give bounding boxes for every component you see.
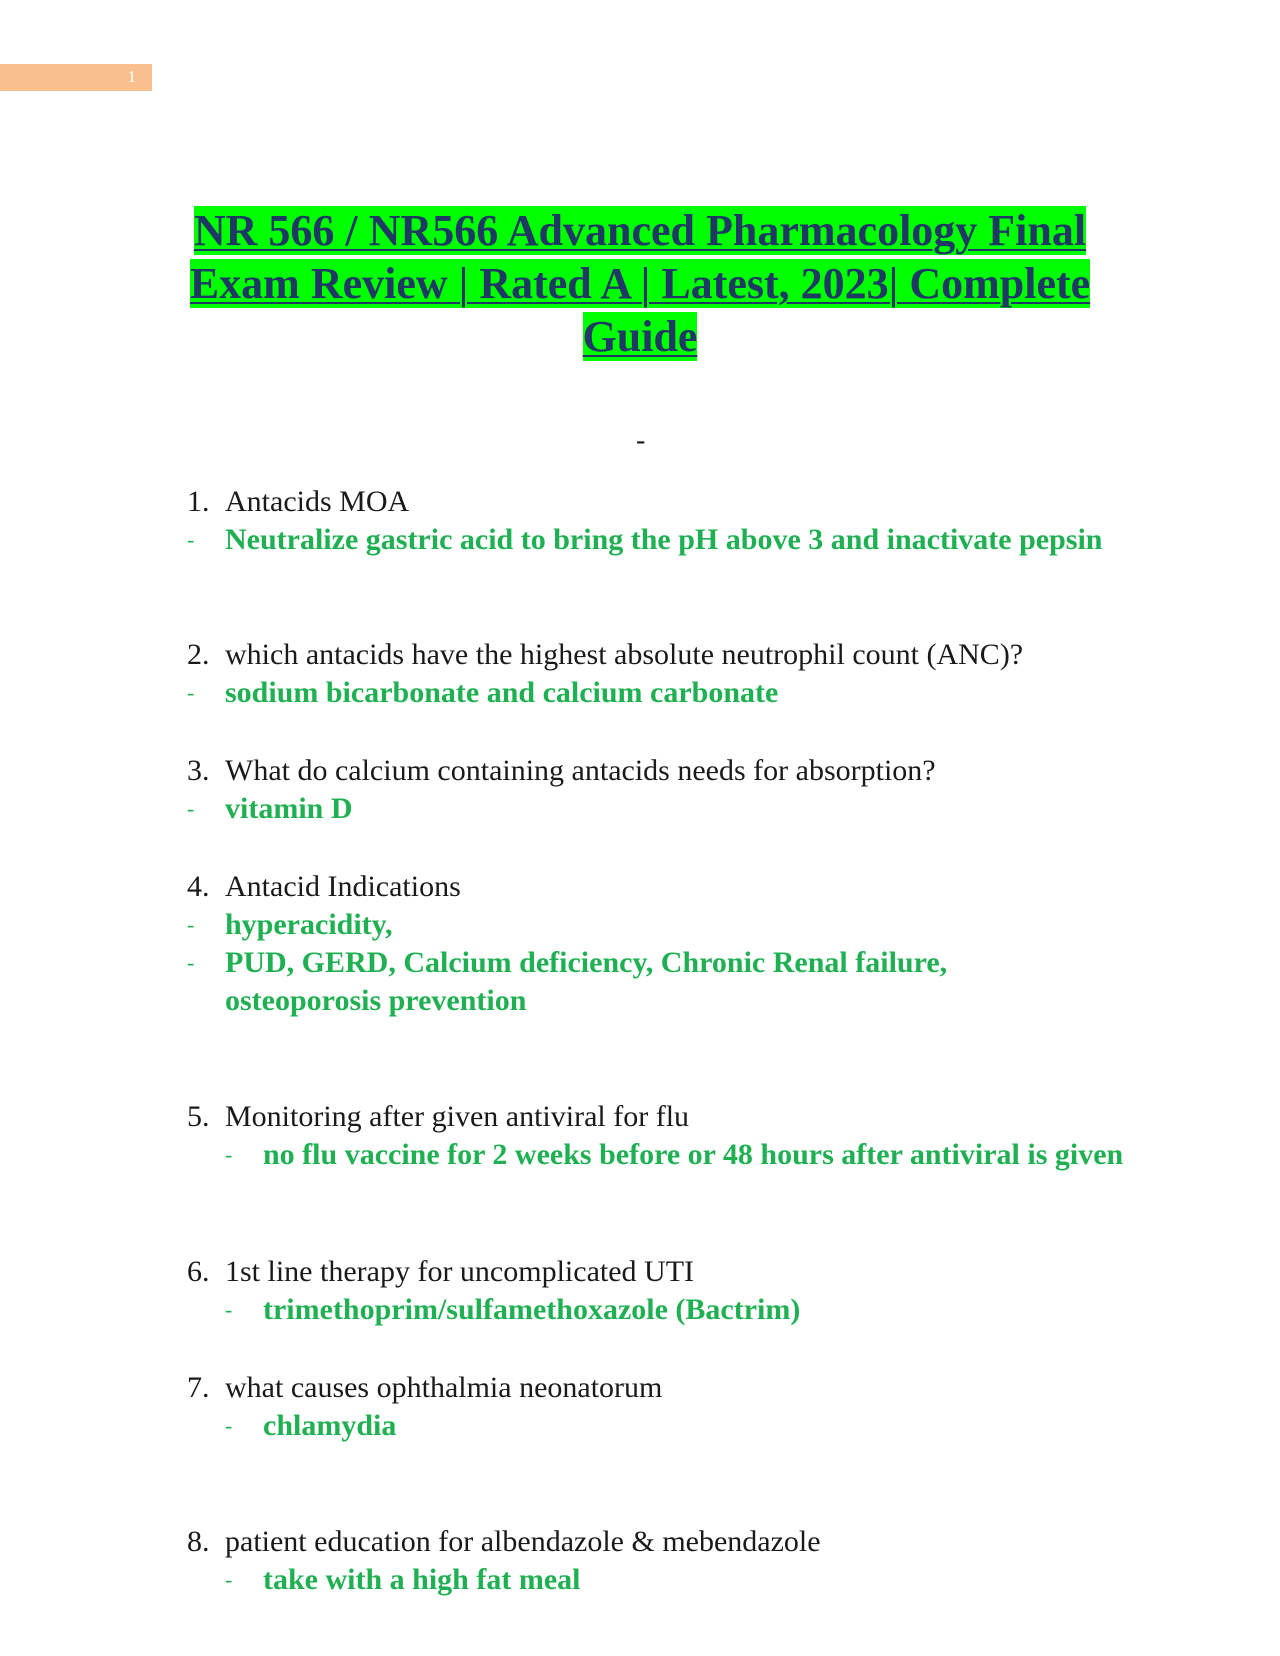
- answer-text: chlamydia: [263, 1409, 397, 1442]
- answer-6-1: [225, 1291, 1133, 1329]
- bullet-dash: -: [187, 680, 195, 705]
- answer-3-1: [187, 790, 1125, 828]
- title-separator: -: [636, 425, 646, 456]
- answer-text: hyperacidity,: [225, 908, 393, 941]
- bullet-dash: -: [187, 796, 195, 821]
- question-text: patient education for albendazole & mebendazole: [225, 1525, 821, 1558]
- question-text: what causes ophthalmia neonatorum: [225, 1371, 663, 1404]
- question-text: which antacids have the highest absolute neutrophil count (ANC)?: [225, 638, 1024, 671]
- answer-4-1: [187, 906, 1125, 944]
- question-text: What do calcium containing antacids needs for absorption?: [225, 754, 936, 787]
- page-number-badge: [0, 64, 152, 91]
- answer-4-2: [187, 944, 1065, 1020]
- answer-text: PUD, GERD, Calcium deficiency, Chronic Renal failure, osteoporosis prevention: [225, 946, 948, 1017]
- answer-text: no flu vaccine for 2 weeks before or 48 hours after antiviral is given: [263, 1138, 1124, 1171]
- question-text: Antacids MOA: [225, 485, 410, 518]
- answer-text: take with a high fat meal: [263, 1563, 581, 1596]
- question-number: 1.: [187, 485, 210, 518]
- document-title-text: NR 566 / NR566 Advanced Pharmacology Final Exam Review | Rated A | Latest, 2023| Complete Guide: [189, 206, 1091, 361]
- bullet-dash: -: [225, 1567, 233, 1592]
- page-number: 1: [127, 67, 136, 86]
- question-text: 1st line therapy for uncomplicated UTI: [225, 1255, 695, 1288]
- answer-text: trimethoprim/sulfamethoxazole (Bactrim): [263, 1293, 801, 1326]
- bullet-dash: -: [187, 950, 195, 975]
- question-5: [187, 1098, 689, 1136]
- question-number: 6.: [187, 1255, 210, 1288]
- bullet-dash: -: [187, 527, 195, 552]
- question-text: Antacid Indications: [225, 870, 461, 903]
- bullet-dash: -: [225, 1297, 233, 1322]
- answer-8-1: [225, 1561, 1133, 1599]
- question-1: [187, 483, 409, 521]
- question-number: 4.: [187, 870, 210, 903]
- question-6: [187, 1253, 694, 1291]
- question-text: Monitoring after given antiviral for flu: [225, 1100, 690, 1133]
- question-4: [187, 868, 461, 906]
- question-number: 8.: [187, 1525, 210, 1558]
- question-2: [187, 636, 1023, 674]
- question-8: [187, 1523, 821, 1561]
- question-number: 2.: [187, 638, 210, 671]
- answer-text: sodium bicarbonate and calcium carbonate: [225, 676, 779, 709]
- question-number: 7.: [187, 1371, 210, 1404]
- answer-2-1: [187, 674, 1125, 712]
- bullet-dash: -: [187, 912, 195, 937]
- bullet-dash: -: [225, 1142, 233, 1167]
- answer-1-1: [187, 521, 1125, 559]
- answer-5-1: [225, 1136, 1133, 1174]
- document-title: [140, 204, 1140, 363]
- question-number: 3.: [187, 754, 210, 787]
- answer-7-1: [225, 1407, 1133, 1445]
- question-7: [187, 1369, 662, 1407]
- answer-text: vitamin D: [225, 792, 353, 825]
- answer-text: Neutralize gastric acid to bring the pH above 3 and inactivate pepsin: [225, 523, 1103, 556]
- question-3: [187, 752, 936, 790]
- question-number: 5.: [187, 1100, 210, 1133]
- bullet-dash: -: [225, 1413, 233, 1438]
